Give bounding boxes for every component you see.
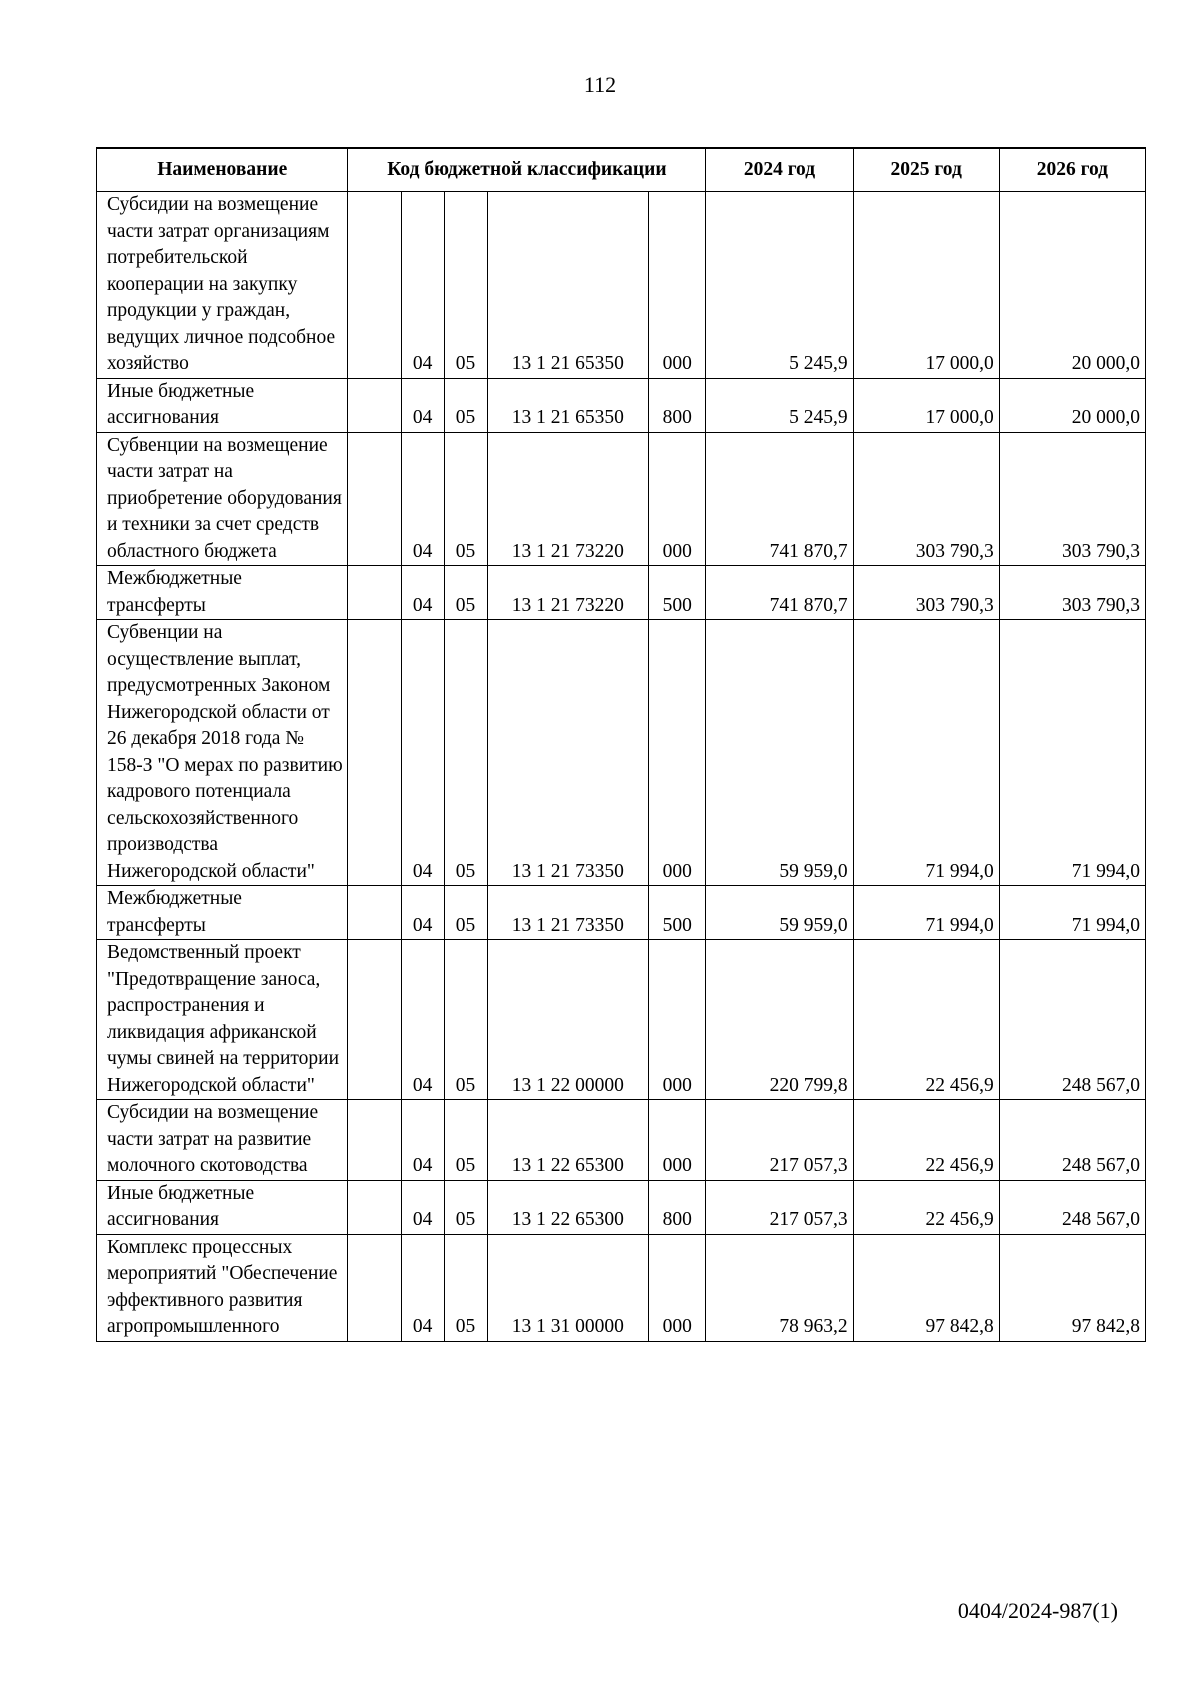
row-code-blank (348, 1180, 401, 1234)
row-name: Иные бюджетные ассигнования (97, 1180, 348, 1234)
row-value-2024: 217 057,3 (706, 1100, 853, 1181)
row-code-expense-type: 000 (649, 1100, 706, 1181)
row-value-2025: 97 842,8 (853, 1234, 999, 1341)
table-row (97, 1234, 1146, 1341)
table-row (97, 566, 1146, 620)
row-code-expense-type: 000 (649, 620, 706, 886)
table-row (97, 886, 1146, 940)
table-row (97, 1180, 1146, 1234)
row-code-section: 04 (401, 378, 444, 432)
document-id: 0404/2024-987(1) (957, 1598, 1118, 1623)
row-code-target: 13 1 31 00000 (487, 1234, 649, 1341)
table-row (97, 1100, 1146, 1181)
row-code-section: 04 (401, 886, 444, 940)
row-value-2025: 71 994,0 (853, 886, 999, 940)
row-value-2025: 71 994,0 (853, 620, 999, 886)
row-value-2026: 71 994,0 (999, 620, 1145, 886)
row-code-blank (348, 620, 401, 886)
row-code-blank (348, 1100, 401, 1181)
row-value-2024: 741 870,7 (706, 432, 853, 566)
row-code-expense-type: 000 (649, 192, 706, 379)
row-code-blank (348, 378, 401, 432)
row-value-2024: 741 870,7 (706, 566, 853, 620)
row-name: Комплекс процессных мероприятий "Обеспечение эффективного развития агропромышленного (97, 1234, 348, 1341)
row-value-2026: 248 567,0 (999, 940, 1145, 1100)
row-code-target: 13 1 21 73220 (487, 566, 649, 620)
row-value-2025: 22 456,9 (853, 1180, 999, 1234)
row-value-2026: 97 842,8 (999, 1234, 1145, 1341)
table-header (97, 148, 1146, 192)
row-name: Субсидии на возмещение части затрат на развитие молочного скотоводства (97, 1100, 348, 1181)
row-name: Субсидии на возмещение части затрат организациям потребительской кооперации на закупку продукции у граждан, ведущих личное подсобное хозяйство (97, 192, 348, 379)
row-value-2026: 71 994,0 (999, 886, 1145, 940)
row-name: Иные бюджетные ассигнования (97, 378, 348, 432)
row-code-subsection: 05 (444, 432, 487, 566)
row-code-section: 04 (401, 620, 444, 886)
page-number: 112 (583, 72, 617, 97)
row-code-blank (348, 940, 401, 1100)
table-row (97, 432, 1146, 566)
row-code-expense-type: 500 (649, 886, 706, 940)
row-code-subsection: 05 (444, 886, 487, 940)
header-row (97, 148, 1146, 192)
row-value-2026: 303 790,3 (999, 566, 1145, 620)
row-code-expense-type: 800 (649, 378, 706, 432)
row-code-target: 13 1 21 73350 (487, 620, 649, 886)
row-code-expense-type: 000 (649, 940, 706, 1100)
row-name: Субвенции на возмещение части затрат на приобретение оборудования и техники за счет средств областного бюджета (97, 432, 348, 566)
row-code-target: 13 1 22 65300 (487, 1100, 649, 1181)
row-value-2025: 303 790,3 (853, 432, 999, 566)
row-code-expense-type: 800 (649, 1180, 706, 1234)
row-value-2024: 59 959,0 (706, 886, 853, 940)
row-code-section: 04 (401, 1100, 444, 1181)
row-code-target: 13 1 21 65350 (487, 378, 649, 432)
row-name: Ведомственный проект "Предотвращение заноса, распространения и ликвидация африканской чумы свиней на территории Нижегородской области" (97, 940, 348, 1100)
row-code-expense-type: 000 (649, 1234, 706, 1341)
row-name: Субвенции на осуществление выплат, предусмотренных Законом Нижегородской области от 26 декабря 2018 года № 158-З "О мерах по развитию кадрового потенциала сельскохозяйственного производства Нижегородской области" (97, 620, 348, 886)
row-code-subsection: 05 (444, 378, 487, 432)
row-code-target: 13 1 21 73220 (487, 432, 649, 566)
table-row (97, 940, 1146, 1100)
row-code-target: 13 1 22 65300 (487, 1180, 649, 1234)
row-value-2026: 20 000,0 (999, 378, 1145, 432)
row-value-2024: 5 245,9 (706, 378, 853, 432)
row-value-2024: 217 057,3 (706, 1180, 853, 1234)
row-code-section: 04 (401, 566, 444, 620)
row-code-subsection: 05 (444, 1100, 487, 1181)
row-code-subsection: 05 (444, 192, 487, 379)
row-code-section: 04 (401, 1180, 444, 1234)
row-value-2025: 17 000,0 (853, 378, 999, 432)
row-name: Межбюджетные трансферты (97, 566, 348, 620)
row-value-2024: 220 799,8 (706, 940, 853, 1100)
row-code-subsection: 05 (444, 620, 487, 886)
row-code-target: 13 1 22 00000 (487, 940, 649, 1100)
table-row (97, 620, 1146, 886)
row-value-2024: 78 963,2 (706, 1234, 853, 1341)
row-code-expense-type: 500 (649, 566, 706, 620)
row-value-2026: 248 567,0 (999, 1100, 1145, 1181)
row-value-2026: 303 790,3 (999, 432, 1145, 566)
row-value-2024: 59 959,0 (706, 620, 853, 886)
row-code-section: 04 (401, 432, 444, 566)
row-code-target: 13 1 21 73350 (487, 886, 649, 940)
row-code-blank (348, 192, 401, 379)
row-value-2025: 303 790,3 (853, 566, 999, 620)
row-value-2025: 17 000,0 (853, 192, 999, 379)
row-code-subsection: 05 (444, 1234, 487, 1341)
table-body (97, 192, 1146, 1342)
row-value-2026: 20 000,0 (999, 192, 1145, 379)
table-row (97, 192, 1146, 379)
header-2025: 2025 год (853, 148, 999, 192)
row-code-blank (348, 566, 401, 620)
table-row (97, 378, 1146, 432)
row-value-2026: 248 567,0 (999, 1180, 1145, 1234)
row-name: Межбюджетные трансферты (97, 886, 348, 940)
header-code: Код бюджетной классификации (348, 148, 706, 192)
row-code-blank (348, 432, 401, 566)
row-code-blank (348, 886, 401, 940)
row-code-subsection: 05 (444, 566, 487, 620)
row-value-2025: 22 456,9 (853, 1100, 999, 1181)
header-2024: 2024 год (706, 148, 853, 192)
row-code-subsection: 05 (444, 940, 487, 1100)
row-value-2025: 22 456,9 (853, 940, 999, 1100)
row-code-section: 04 (401, 1234, 444, 1341)
row-code-blank (348, 1234, 401, 1341)
header-2026: 2026 год (999, 148, 1145, 192)
row-code-target: 13 1 21 65350 (487, 192, 649, 379)
row-code-expense-type: 000 (649, 432, 706, 566)
budget-table (96, 147, 1146, 1342)
row-code-section: 04 (401, 192, 444, 379)
row-code-subsection: 05 (444, 1180, 487, 1234)
row-code-section: 04 (401, 940, 444, 1100)
row-value-2024: 5 245,9 (706, 192, 853, 379)
header-name: Наименование (97, 148, 348, 192)
